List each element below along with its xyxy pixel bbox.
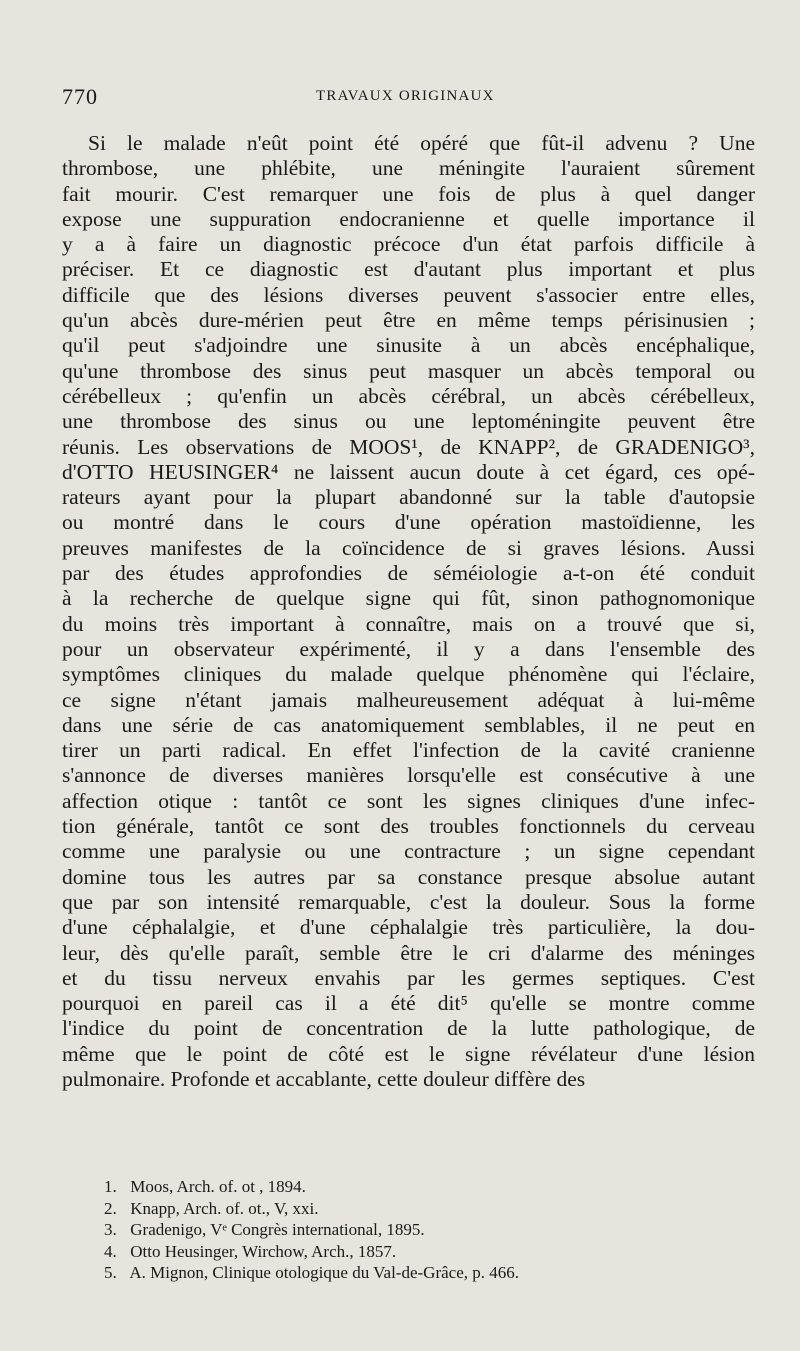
text-line: affection otique : tantôt ce sont les signes cliniques d'une infec-	[62, 788, 755, 813]
text-line: une thrombose des sinus ou une leptoméningite peuvent être	[62, 409, 755, 434]
footnote-number: 5.	[104, 1263, 117, 1283]
text-line: pulmonaire. Profonde et accablante, cette douleur diffère des	[62, 1066, 586, 1091]
text-line: Si le malade n'eût point été opéré que fût-il advenu ? Une	[88, 131, 755, 155]
text-line: cérébelleux ; qu'enfin un abcès cérébral, un abcès cérébelleux,	[62, 383, 755, 408]
text-line: préciser. Et ce diagnostic est d'autant plus important et plus	[62, 257, 755, 282]
footnote-text: Otto Heusinger, Wirchow, Arch., 1857.	[130, 1241, 397, 1261]
body-paragraph	[62, 131, 755, 1092]
text-line: preuves manifestes de la coïncidence de si graves lésions. Aussi	[62, 535, 755, 560]
text-line: d'une céphalalgie, et d'une céphalalgie très particulière, la dou-	[62, 915, 755, 940]
text-line: par des études approfondies de séméiologie a-t-on été conduit	[62, 561, 755, 586]
text-line: difficile que des lésions diverses peuvent s'associer entre elles,	[62, 282, 755, 307]
running-head: TRAVAUX ORIGINAUX	[316, 88, 495, 104]
text-line: pour un observateur expérimenté, il y a dans l'ensemble des	[62, 636, 755, 661]
footnote	[104, 1241, 704, 1263]
text-line: comme une paralysie ou une contracture ; un signe cependant	[62, 839, 755, 864]
text-line: l'indice du point de concentration de la lutte pathologique, de	[62, 1016, 755, 1041]
text-line: expose une suppuration endocranienne et quelle importance il	[62, 206, 755, 231]
text-line: qu'un abcès dure-mérien peut être en même temps périsinusien ;	[62, 308, 755, 333]
text-line: ou montré dans le cours d'une opération mastoïdienne, les	[62, 510, 755, 535]
text-line: d'OTTO HEUSINGER⁴ ne laissent aucun doute à cet égard, ces opé-	[62, 459, 755, 484]
text-line: même que le point de côté est le signe révélateur d'une lésion	[62, 1041, 755, 1066]
text-line: s'annonce de diverses manières lorsqu'elle est consécutive à une	[62, 763, 755, 788]
text-line: réunis. Les observations de MOOS¹, de KNAPP², de GRADENIGO³,	[62, 434, 755, 459]
footnote-text: Knapp, Arch. of. ot., V, xxi.	[130, 1198, 319, 1218]
footnote-text: Moos, Arch. of. ot , 1894.	[130, 1177, 306, 1196]
text-line: leur, dès qu'elle paraît, semble être le cri d'alarme des méninges	[62, 940, 755, 965]
text-line: fait mourir. C'est remarquer une fois de plus à quel danger	[62, 181, 755, 206]
text-line: rateurs ayant pour la plupart abandonné sur la table d'autopsie	[62, 485, 755, 510]
text-line: y a à faire un diagnostic précoce d'un état parfois difficile à	[62, 232, 755, 257]
footnote	[104, 1219, 704, 1241]
footnote-number: 3.	[104, 1220, 117, 1240]
text-line: qu'il peut s'adjoindre une sinusite à un abcès encéphalique,	[62, 333, 755, 358]
text-line: tirer un parti radical. En effet l'infection de la cavité cranienne	[62, 738, 755, 763]
footnote-number: 4.	[104, 1241, 117, 1261]
footnote	[104, 1198, 704, 1220]
footnote	[104, 1262, 704, 1284]
footnotes	[104, 1176, 704, 1284]
text-line: à la recherche de quelque signe qui fût, sinon pathognomonique	[62, 586, 755, 611]
footnote-text: A. Mignon, Clinique otologique du Val-de-Grâce, p. 466.	[129, 1263, 519, 1283]
page-number: 770	[62, 84, 98, 109]
text-line: du moins très important à connaître, mais on a trouvé que si,	[62, 611, 755, 636]
text-line: thrombose, une phlébite, une méningite l'auraient sûrement	[62, 156, 755, 181]
footnote-number: 2.	[104, 1198, 117, 1218]
footnote-number: 1.	[104, 1177, 117, 1196]
text-line: ce signe n'étant jamais malheureusement adéquat à lui-même	[62, 687, 755, 712]
text-line: et du tissu nerveux envahis par les germes septiques. C'est	[62, 965, 755, 990]
text-line: tion générale, tantôt ce sont des troubles fonctionnels du cerveau	[62, 814, 755, 839]
footnote	[104, 1176, 704, 1198]
text-line: qu'une thrombose des sinus peut masquer un abcès temporal ou	[62, 358, 755, 383]
page-header	[62, 84, 760, 114]
text-line: que par son intensité remarquable, c'est la douleur. Sous la forme	[62, 889, 755, 914]
text-line: domine tous les autres par sa constance presque absolue autant	[62, 864, 755, 889]
footnote-text: Gradenigo, Vᵉ Congrès international, 1895.	[130, 1220, 425, 1240]
text-line: pourquoi en pareil cas il a été dit⁵ qu'elle se montre comme	[62, 991, 755, 1016]
text-line: dans une série de cas anatomiquement semblables, il ne peut en	[62, 712, 755, 737]
text-line: symptômes cliniques du malade quelque phénomène qui l'éclaire,	[62, 662, 755, 687]
